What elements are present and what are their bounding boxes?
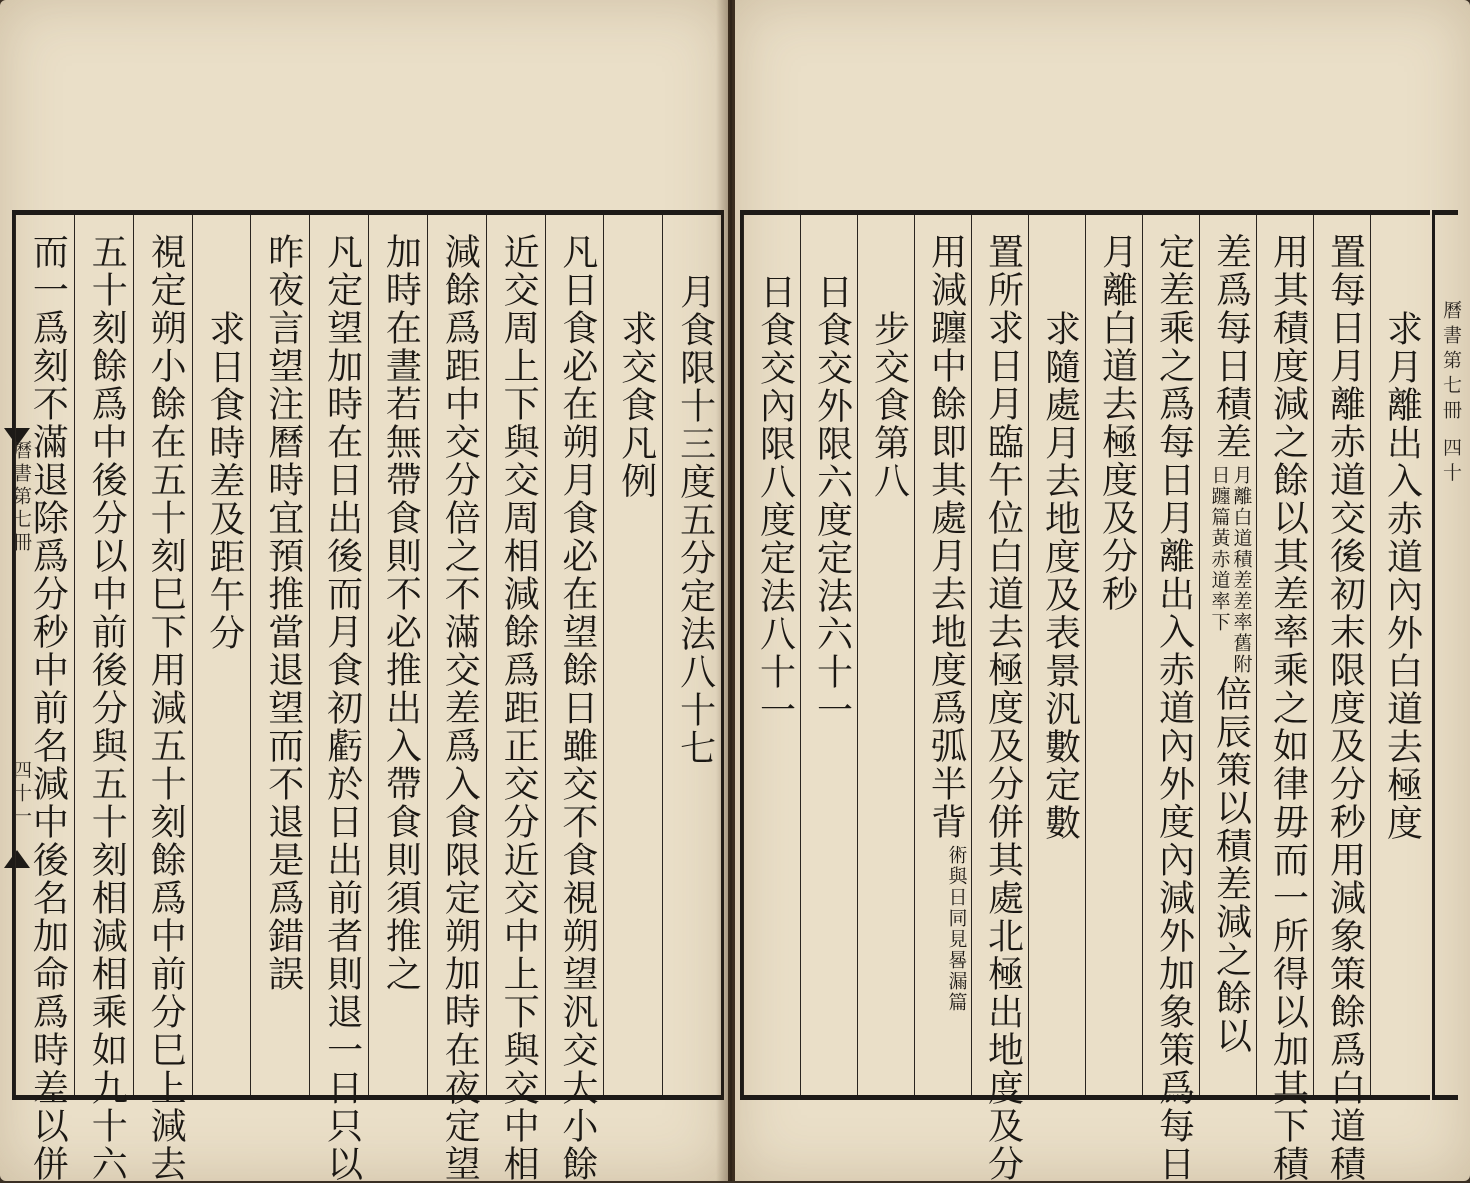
left-page xyxy=(0,0,728,1181)
column-text xyxy=(555,233,599,1183)
text-column xyxy=(743,215,800,1095)
column-rest-text: 倍辰策以積差減之餘以 xyxy=(1210,675,1252,1055)
right-text-frame xyxy=(740,210,1430,1183)
column-main-text: 加時在晝若無帶食則不必推出入帶食則須推之 xyxy=(380,233,422,993)
text-column xyxy=(309,215,368,1183)
column-text xyxy=(378,233,422,993)
column-text xyxy=(753,273,797,729)
text-column xyxy=(1199,215,1256,1095)
column-note: 月離白道積差差率舊附日躔篇黃赤道率下 xyxy=(1208,465,1253,675)
column-text xyxy=(143,233,187,1183)
text-column xyxy=(914,215,971,1095)
text-column xyxy=(1370,215,1427,1095)
column-main-text: 凡定望加時在日出後而月食初虧於日出前者則退一日只以 xyxy=(321,233,363,1183)
column-main-text: 減餘爲距中交分倍之不滿交差爲入食限定朔加時在夜定望 xyxy=(439,233,481,1183)
right-page xyxy=(735,0,1470,1181)
column-note: 術與日同見晷漏篇 xyxy=(945,845,968,1013)
column-text xyxy=(202,310,246,652)
left-side-label: 曆書第七冊 xyxy=(10,440,32,555)
column-main-text: 五十刻餘爲中後分以中前後分與五十刻相減相乘如九十六 xyxy=(86,233,128,1183)
text-column xyxy=(368,215,427,1095)
column-text xyxy=(84,233,128,1183)
column-main-text: 置所求日月臨午位白道去極度及分併其處北極出地度及分 xyxy=(982,233,1024,1183)
column-text xyxy=(810,273,854,729)
text-column xyxy=(857,215,914,1095)
text-column xyxy=(971,215,1028,1183)
text-column xyxy=(603,215,662,1095)
column-text xyxy=(1380,310,1424,842)
text-column xyxy=(1028,215,1085,1095)
column-text xyxy=(1095,233,1139,613)
left-side-page: 四十一 xyxy=(10,760,32,829)
column-main-text: 近交周上下與交周相減餘爲距正交分近交中上下與交中相 xyxy=(498,233,540,1183)
column-text xyxy=(496,233,540,1183)
column-text xyxy=(1323,233,1367,1183)
text-column xyxy=(1313,215,1370,1183)
text-column xyxy=(486,215,545,1183)
column-text xyxy=(867,310,911,500)
column-text xyxy=(924,233,968,1055)
text-column xyxy=(662,215,721,1095)
left-text-frame xyxy=(12,210,724,1183)
column-main-text: 差爲每日積差 xyxy=(1210,233,1252,461)
column-main-text: 日食交內限八度定法八十一 xyxy=(754,273,796,729)
text-column xyxy=(15,215,74,1183)
column-main-text: 置每日月離赤道交後初末限度及分秒用減象策餘爲白道積 xyxy=(1324,233,1366,1183)
text-column xyxy=(800,215,857,1095)
column-main-text: 而一爲刻不滿退除爲分秒中前名減中後名加命爲時差以併 xyxy=(27,233,69,1183)
column-main-text: 求月離出入赤道內外白道去極度 xyxy=(1381,310,1423,842)
text-column xyxy=(1256,215,1313,1183)
text-column xyxy=(1142,215,1199,1183)
column-main-text: 求日食時差及距午分 xyxy=(203,310,245,652)
column-text xyxy=(614,310,658,500)
text-column xyxy=(427,215,486,1183)
column-text xyxy=(1152,233,1196,1183)
text-column xyxy=(133,215,192,1183)
column-main-text: 凡日食必在朔月食必在望餘日雖交不食視朔望汎交大小餘 xyxy=(556,233,598,1183)
column-text xyxy=(1209,233,1253,1055)
column-main-text: 日食交外限六度定法六十一 xyxy=(811,273,853,729)
right-columns xyxy=(743,215,1430,1183)
column-text xyxy=(1038,310,1082,842)
column-main-text: 月食限十三度五分定法八十七 xyxy=(674,273,716,767)
column-main-text: 視定朔小餘在五十刻巳下用減五十刻餘爲中前分巳上減去 xyxy=(145,233,187,1183)
text-column xyxy=(74,215,133,1183)
column-main-text: 月離白道去極度及分秒 xyxy=(1096,233,1138,613)
column-main-text: 求隨處月去地度及表景汎數定數 xyxy=(1039,310,1081,842)
column-main-text: 求交食凡例 xyxy=(615,310,657,500)
left-columns xyxy=(15,215,721,1183)
column-text xyxy=(673,273,717,767)
column-main-text: 定差乘之爲每日月離出入赤道內外度內減外加象策爲每日 xyxy=(1153,233,1195,1183)
column-text xyxy=(261,233,305,993)
column-text xyxy=(320,233,364,1183)
column-text xyxy=(437,233,481,1183)
right-band-label: 曆書第七冊 四十 xyxy=(1440,300,1462,488)
column-text xyxy=(981,233,1025,1183)
column-text xyxy=(1266,233,1310,1183)
text-column xyxy=(1085,215,1142,1095)
column-main-text: 步交食第八 xyxy=(868,310,910,500)
text-column xyxy=(250,215,309,1095)
column-main-text: 用減躔中餘即其處月去地度爲弧半背 xyxy=(925,233,967,841)
column-text xyxy=(25,233,69,1183)
text-column xyxy=(192,215,251,1095)
column-main-text: 昨夜言望注曆時宜預推當退望而不退是爲錯誤 xyxy=(262,233,304,993)
text-column xyxy=(545,215,604,1183)
column-main-text: 用其積度減之餘以其差率乘之如律毋而一所得以加其下積 xyxy=(1267,233,1309,1183)
